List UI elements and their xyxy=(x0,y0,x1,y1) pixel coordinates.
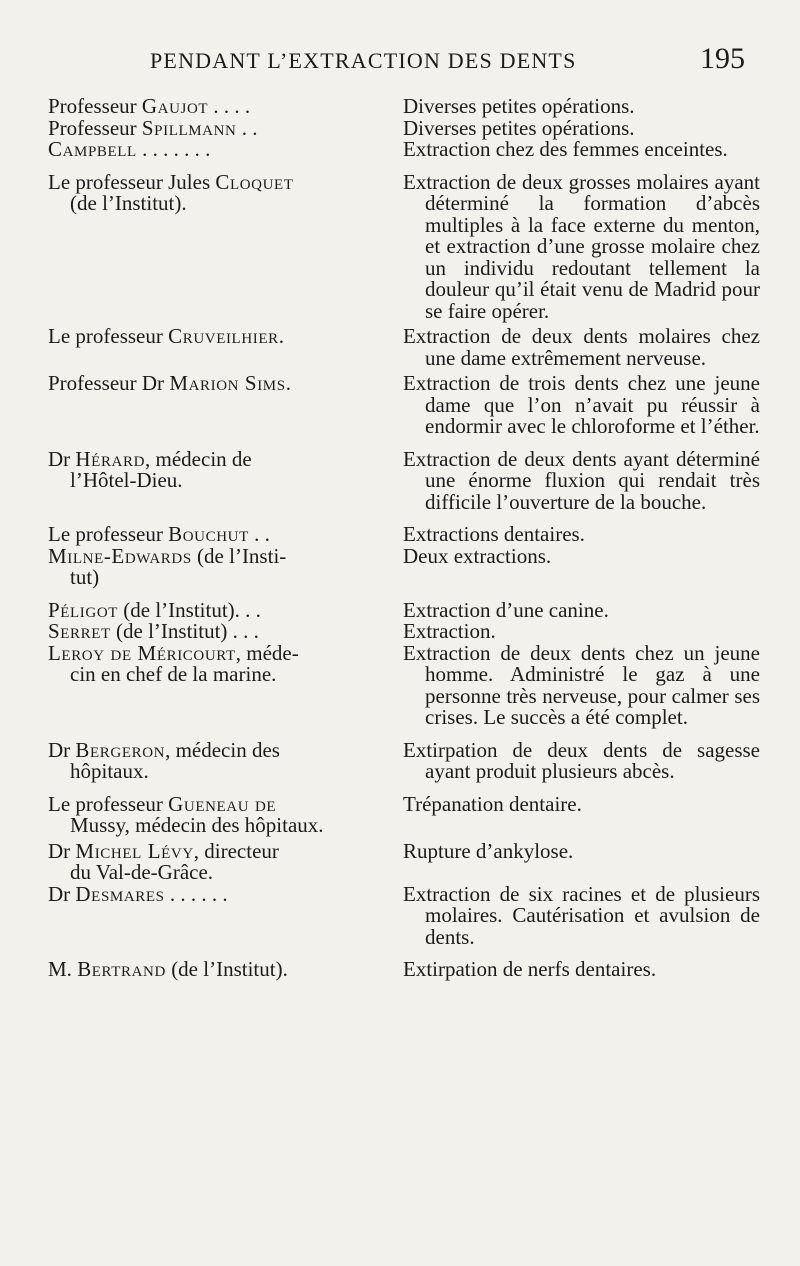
entry-row xyxy=(48,115,760,140)
entry-description: Extraction d’une canine. xyxy=(403,597,609,622)
entry-description: Extraction de trois dents chez une jeune dame que l’on n’avait pu réussir à endormir avec le chloroforme et l’éther. xyxy=(403,371,760,438)
person-name: Bergeron xyxy=(75,737,166,762)
name-suffix: (de l’Insti- xyxy=(191,543,287,568)
person-name: Bouchut xyxy=(168,522,249,546)
entry-description: Diverses petites opérations. xyxy=(403,94,635,118)
name-suffix: (de l’Institut) . . . xyxy=(110,619,259,643)
entry-row xyxy=(48,139,760,161)
person-name: Michel Lévy xyxy=(75,838,194,863)
person-name: Desmares xyxy=(75,881,165,906)
name-prefix: Le professeur xyxy=(48,522,169,546)
name-prefix: Dr xyxy=(48,881,76,906)
name-prefix: Professeur Dr xyxy=(48,371,170,395)
entry-row xyxy=(48,791,760,837)
name-suffix: (de l’Institut). xyxy=(165,957,288,981)
person-name: Bertrand xyxy=(77,957,166,981)
entry-row xyxy=(48,326,760,369)
person-name: Campbell xyxy=(48,137,137,161)
entry-row xyxy=(48,881,760,949)
name-prefix: Professeur xyxy=(48,94,142,118)
name-continuation: cin en chef de la marine. xyxy=(70,662,277,686)
entry-description: Deux extractions. xyxy=(403,543,552,568)
entry-description: Rupture d’ankylose. xyxy=(403,838,574,863)
entry-row xyxy=(48,169,760,323)
entry-description: Extraction chez des femmes enceintes. xyxy=(403,137,728,161)
name-suffix: , méde- xyxy=(235,640,299,665)
entry-name xyxy=(48,737,403,783)
page-number: 195 xyxy=(700,42,745,75)
entry-row xyxy=(48,640,760,729)
entry-name xyxy=(48,543,403,589)
name-suffix: . . . . . . xyxy=(164,881,228,906)
person-name: Cloquet xyxy=(215,169,294,194)
entry-name xyxy=(48,115,403,140)
name-suffix: . xyxy=(278,324,284,348)
name-continuation: Mussy, médecin des hôpitaux. xyxy=(70,813,324,837)
entry-name xyxy=(48,838,403,884)
person-name: Leroy de Méricourt xyxy=(48,640,236,665)
entry-row xyxy=(48,959,760,981)
name-continuation: l’Hôtel-Dieu. xyxy=(70,468,183,492)
name-suffix: . . xyxy=(248,522,270,546)
person-name: Gaujot xyxy=(141,94,209,118)
entry-row xyxy=(48,96,760,118)
person-name: Gueneau de xyxy=(168,791,277,816)
name-suffix: . xyxy=(285,371,291,395)
entry-name xyxy=(48,373,403,395)
name-prefix: Le professeur xyxy=(48,324,169,348)
person-name: Serret xyxy=(48,619,111,643)
entry-description: Extirpation de nerfs dentaires. xyxy=(403,957,657,981)
name-prefix: Dr xyxy=(48,737,76,762)
entry-name xyxy=(48,524,403,546)
entry-row xyxy=(48,597,760,622)
name-continuation: du Val-de-Grâce. xyxy=(70,860,214,884)
entry-description: Trépanation dentaire. xyxy=(403,791,582,816)
name-prefix: Dr xyxy=(48,838,76,863)
entry-row xyxy=(48,373,760,438)
entry-row xyxy=(48,524,760,546)
name-continuation: hôpitaux. xyxy=(70,759,149,783)
entry-name xyxy=(48,446,403,492)
name-suffix: . . xyxy=(236,115,258,140)
entry-description: Extraction de deux dents molaires chez une dame extrêmement nerveuse. xyxy=(403,324,760,370)
entry-description: Extraction de deux grosses molaires ayant déterminé la formation d’abcès multiples à la face externe du menton, et extraction d’une grosse molaire chez un individu redoutant tellement la douleur qu’il était venu de Madrid pour se faire opérer. xyxy=(403,169,760,323)
person-name: Marion Sims xyxy=(169,371,286,395)
name-suffix: (de l’Institut). . . xyxy=(118,597,261,622)
entry-description: Diverses petites opérations. xyxy=(403,115,635,140)
page-header xyxy=(150,42,745,82)
name-suffix: . . . . xyxy=(208,94,251,118)
entry-description: Extraction. xyxy=(403,619,496,643)
name-prefix: Le professeur xyxy=(48,791,169,816)
entry-name xyxy=(48,959,403,981)
entry-row xyxy=(48,621,760,643)
entry-name xyxy=(48,96,403,118)
running-title: PENDANT L’EXTRACTION DES DENTS xyxy=(150,48,577,73)
entry-description: Extractions dentaires. xyxy=(403,522,585,546)
entry-name xyxy=(48,621,403,643)
entry-row xyxy=(48,838,760,884)
entry-description: Extraction de deux dents chez un jeune homme. Administré le gaz à une personne très nerveuse, pour calmer ses crises. Le succès a été complet. xyxy=(403,640,760,729)
entry-name xyxy=(48,139,403,161)
name-prefix: M. xyxy=(48,957,78,981)
entry-description: Extraction de six racines et de plusieurs molaires. Cautérisation et avulsion de dents. xyxy=(403,881,760,949)
entry-name xyxy=(48,326,403,348)
entry-name xyxy=(48,791,403,837)
person-name: Spillmann xyxy=(141,115,237,140)
name-prefix: Professeur xyxy=(48,115,142,140)
entry-row xyxy=(48,737,760,783)
name-continuation: (de l’Institut). xyxy=(70,191,187,215)
name-prefix: Le professeur Jules xyxy=(48,169,216,194)
name-continuation: tut) xyxy=(70,565,100,589)
name-suffix: , médecin de xyxy=(145,446,252,471)
entry-row xyxy=(48,446,760,514)
entry-description: Extraction de deux dents ayant déterminé une énorme fluxion qui rendait très difficile l’ouverture de la bouche. xyxy=(403,446,760,514)
entry-name xyxy=(48,597,403,622)
name-suffix: , médecin des xyxy=(165,737,280,762)
entry-table xyxy=(48,96,760,981)
name-suffix: , directeur xyxy=(193,838,279,863)
name-prefix: Dr xyxy=(48,446,76,471)
entry-name xyxy=(48,640,403,686)
entry-name xyxy=(48,881,403,906)
person-name: Milne-Edwards xyxy=(48,543,192,568)
entry-description: Extirpation de deux dents de sagesse ayant produit plusieurs abcès. xyxy=(403,737,760,783)
person-name: Péligot xyxy=(48,597,119,622)
entry-row xyxy=(48,543,760,589)
name-suffix: . . . . . . . xyxy=(136,137,211,161)
entry-name xyxy=(48,169,403,215)
person-name: Cruveilhier xyxy=(168,324,279,348)
person-name: Hérard xyxy=(75,446,146,471)
